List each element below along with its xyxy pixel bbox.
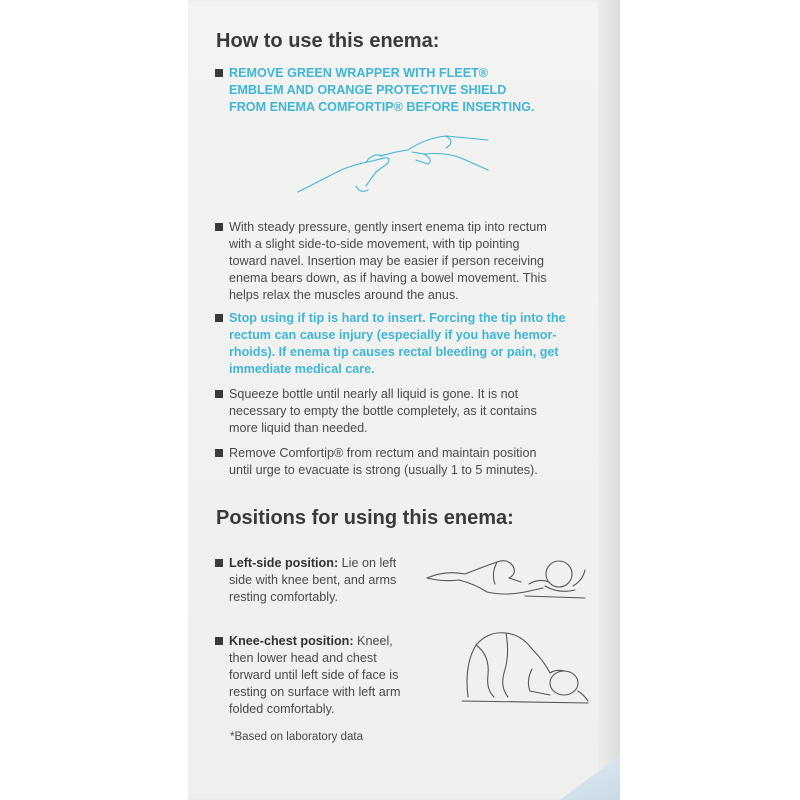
footnote: *Based on laboratory data — [230, 731, 363, 743]
step1-line: EMBLEM AND ORANGE PROTECTIVE SHIELD — [229, 83, 507, 97]
step3-line: rectum can cause injury (especially if you have hemor- — [229, 328, 557, 342]
pos2-line: resting on surface with left arm — [229, 685, 401, 699]
left-side-position-icon — [425, 548, 590, 603]
step-stop-warning — [215, 310, 566, 378]
hands-removing-wrapper-icon — [296, 130, 496, 200]
bullet-square — [215, 637, 223, 645]
step4-line: necessary to empty the bottle completely, as it contains — [229, 404, 537, 418]
step4-line: Squeeze bottle until nearly all liquid is gone. It is not — [229, 387, 519, 401]
step3-line: Stop using if tip is hard to insert. Forcing the tip into the — [229, 311, 566, 325]
pos2-line: folded comfortably. — [229, 702, 335, 716]
step-squeeze-bottle — [215, 386, 537, 437]
position-left-side — [215, 555, 396, 606]
step1-line: REMOVE GREEN WRAPPER WITH FLEET® — [229, 66, 489, 80]
step1-line: FROM ENEMA COMFORTIP® BEFORE INSERTING. — [229, 100, 535, 114]
heading-positions: Positions for using this enema: — [216, 507, 514, 529]
step4-line: more liquid than needed. — [229, 421, 368, 435]
step2-line: toward navel. Insertion may be easier if person receiving — [229, 254, 545, 268]
step-remove-wrapper — [215, 65, 534, 116]
pos2-label: Knee-chest position: — [229, 634, 354, 648]
pos2-line: Kneel, — [353, 634, 393, 648]
step-insert-tip — [215, 219, 547, 304]
bullet-square — [215, 449, 223, 457]
step2-line: with a slight side-to-side movement, with tip pointing — [229, 237, 520, 251]
step5-line: until urge to evacuate is strong (usually 1 to 5 minutes). — [229, 463, 538, 477]
step5-line: Remove Comfortip® from rectum and maintain position — [229, 446, 537, 460]
position-knee-chest — [215, 633, 401, 718]
pos2-line: forward until left side of face is — [229, 668, 399, 682]
step3-line: rhoids). If enema tip causes rectal bleeding or pain, get — [229, 345, 559, 359]
bullet-square — [215, 390, 223, 398]
pos1-line: side with knee bent, and arms — [229, 573, 397, 587]
panel-edge — [598, 0, 620, 800]
bullet-square — [215, 223, 223, 231]
pos1-line: Lie on left — [338, 556, 397, 570]
step-remove-comfortip — [215, 445, 538, 479]
knee-chest-position-icon — [460, 625, 590, 705]
bullet-square — [215, 69, 223, 77]
bullet-square — [215, 314, 223, 322]
step2-line: enema bears down, as if having a bowel movement. This — [229, 271, 547, 285]
step3-line: immediate medical care. — [229, 362, 375, 376]
heading-how-to-use: How to use this enema: — [216, 30, 440, 52]
pos2-line: then lower head and chest — [229, 651, 377, 665]
bullet-square — [215, 559, 223, 567]
pos1-line: resting comfortably. — [229, 590, 338, 604]
step2-line: helps relax the muscles around the anus. — [229, 288, 459, 302]
step2-line: With steady pressure, gently insert enema tip into rectum — [229, 220, 547, 234]
pos1-label: Left-side position: — [229, 556, 339, 570]
